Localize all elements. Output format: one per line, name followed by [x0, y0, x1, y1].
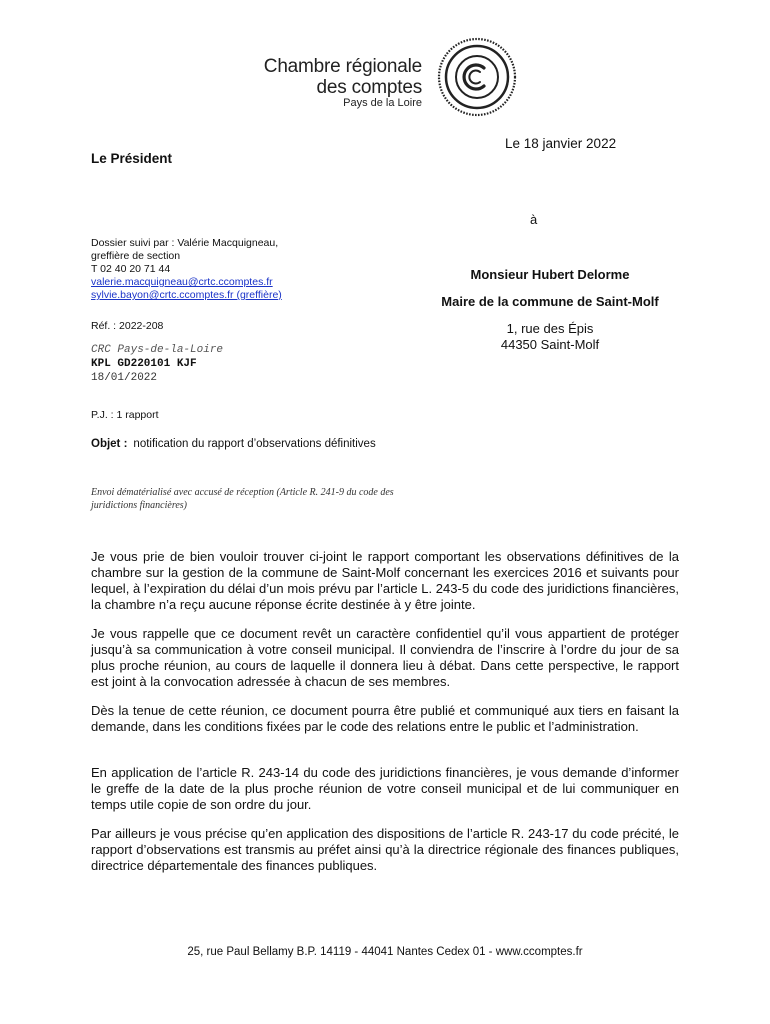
attachments-line: P.J. : 1 rapport	[91, 409, 159, 421]
delivery-note: Envoi dématérialisé avec accusé de réception (Article R. 241-9 du code des juridictions financières)	[91, 487, 394, 511]
body-paragraph-2: Je vous rappelle que ce document revêt un caractère confidentiel qu’il vous appartient de protéger jusqu’à sa communication à votre conseil municipal. Il conviendra de l’inscrire à l’ordre du jour de sa plus proche réunion, au cours de laquelle il donnera lieu à débat. Dans cette perspective, le rapport est joint à la convocation adressée à chacun de ses membres.	[91, 626, 679, 689]
sender-title: Le Président	[91, 151, 173, 166]
subject-text: notification du rapport d’observations définitives	[133, 438, 376, 450]
page-footer-address: 25, rue Paul Bellamy B.P. 14119 - 44041 Nantes Cedex 01 - www.ccomptes.fr	[187, 946, 583, 958]
crc-stamp-line3: 18/01/2022	[91, 372, 158, 384]
crc-stamp-line1: CRC Pays-de-la-Loire	[91, 344, 224, 356]
recipient-title: Maire de la commune de Saint-Molf	[441, 294, 659, 309]
org-name	[264, 56, 422, 98]
letter-date: Le 18 janvier 2022	[505, 136, 617, 151]
recipient-address-line1: 1, rue des Épis	[506, 321, 594, 336]
dossier-line-2: greffière de section	[91, 250, 181, 262]
body-paragraph-4: En application de l’article R. 243-14 du code des juridictions financières, je vous demande d’informer le greffe de la date de la plus proche réunion de votre conseil municipal et de lui communiquer en temps utile copie de son ordre du jour.	[91, 765, 679, 812]
body-paragraph-5: Par ailleurs je vous précise qu’en application des dispositions de l’article R. 243-17 du code précité, le rapport d’observations est transmis au préfet ainsi qu’à la directrice régionale des finances publiques, directrice départementale des finances publiques.	[91, 826, 679, 873]
body-paragraph-1: Je vous prie de bien vouloir trouver ci-joint le rapport comportant les observations définitives de la chambre sur la gestion de la commune de Saint-Molf concernant les exercices 2016 et suivants pour lequel, à l’expiration du délai d’un mois prévu par l’article L. 243-5 du code des juridictions financières, la chambre n’a reçu aucune réponse écrite destinée à y être jointe.	[91, 549, 679, 612]
recipient-name: Monsieur Hubert Delorme	[470, 267, 630, 282]
dossier-line-1: Dossier suivi par : Valérie Macquigneau,	[91, 237, 279, 249]
cour-des-comptes-seal-logo	[437, 37, 517, 117]
org-name-line1: Chambre régionale	[263, 56, 422, 77]
crc-stamp-line2: KPL GD220101 KJF	[91, 358, 197, 370]
dossier-contact-block	[91, 237, 351, 302]
addressee-marker: à	[530, 212, 538, 227]
crc-stamp	[91, 343, 223, 385]
email-link-macquigneau[interactable]: valerie.macquigneau@crtc.ccomptes.fr	[91, 276, 273, 288]
org-name-line2: des comptes	[316, 77, 422, 98]
email-link-bayon[interactable]: sylvie.bayon@crtc.ccomptes.fr (greffière)	[91, 289, 282, 301]
org-region: Pays de la Loire	[343, 97, 422, 109]
subject-line	[91, 437, 393, 451]
body-paragraph-3: Dès la tenue de cette réunion, ce document pourra être publié et communiqué aux tiers en faisant la demande, dans les conditions fixées par le code des relations entre le public et l’administration.	[91, 703, 679, 734]
dossier-phone: T 02 40 20 71 44	[91, 263, 171, 275]
recipient-address	[400, 321, 700, 353]
reference-number: Réf. : 2022-208	[91, 320, 164, 332]
subject-label: Objet :	[91, 438, 128, 450]
recipient-address-line2: 44350 Saint-Molf	[500, 337, 600, 352]
